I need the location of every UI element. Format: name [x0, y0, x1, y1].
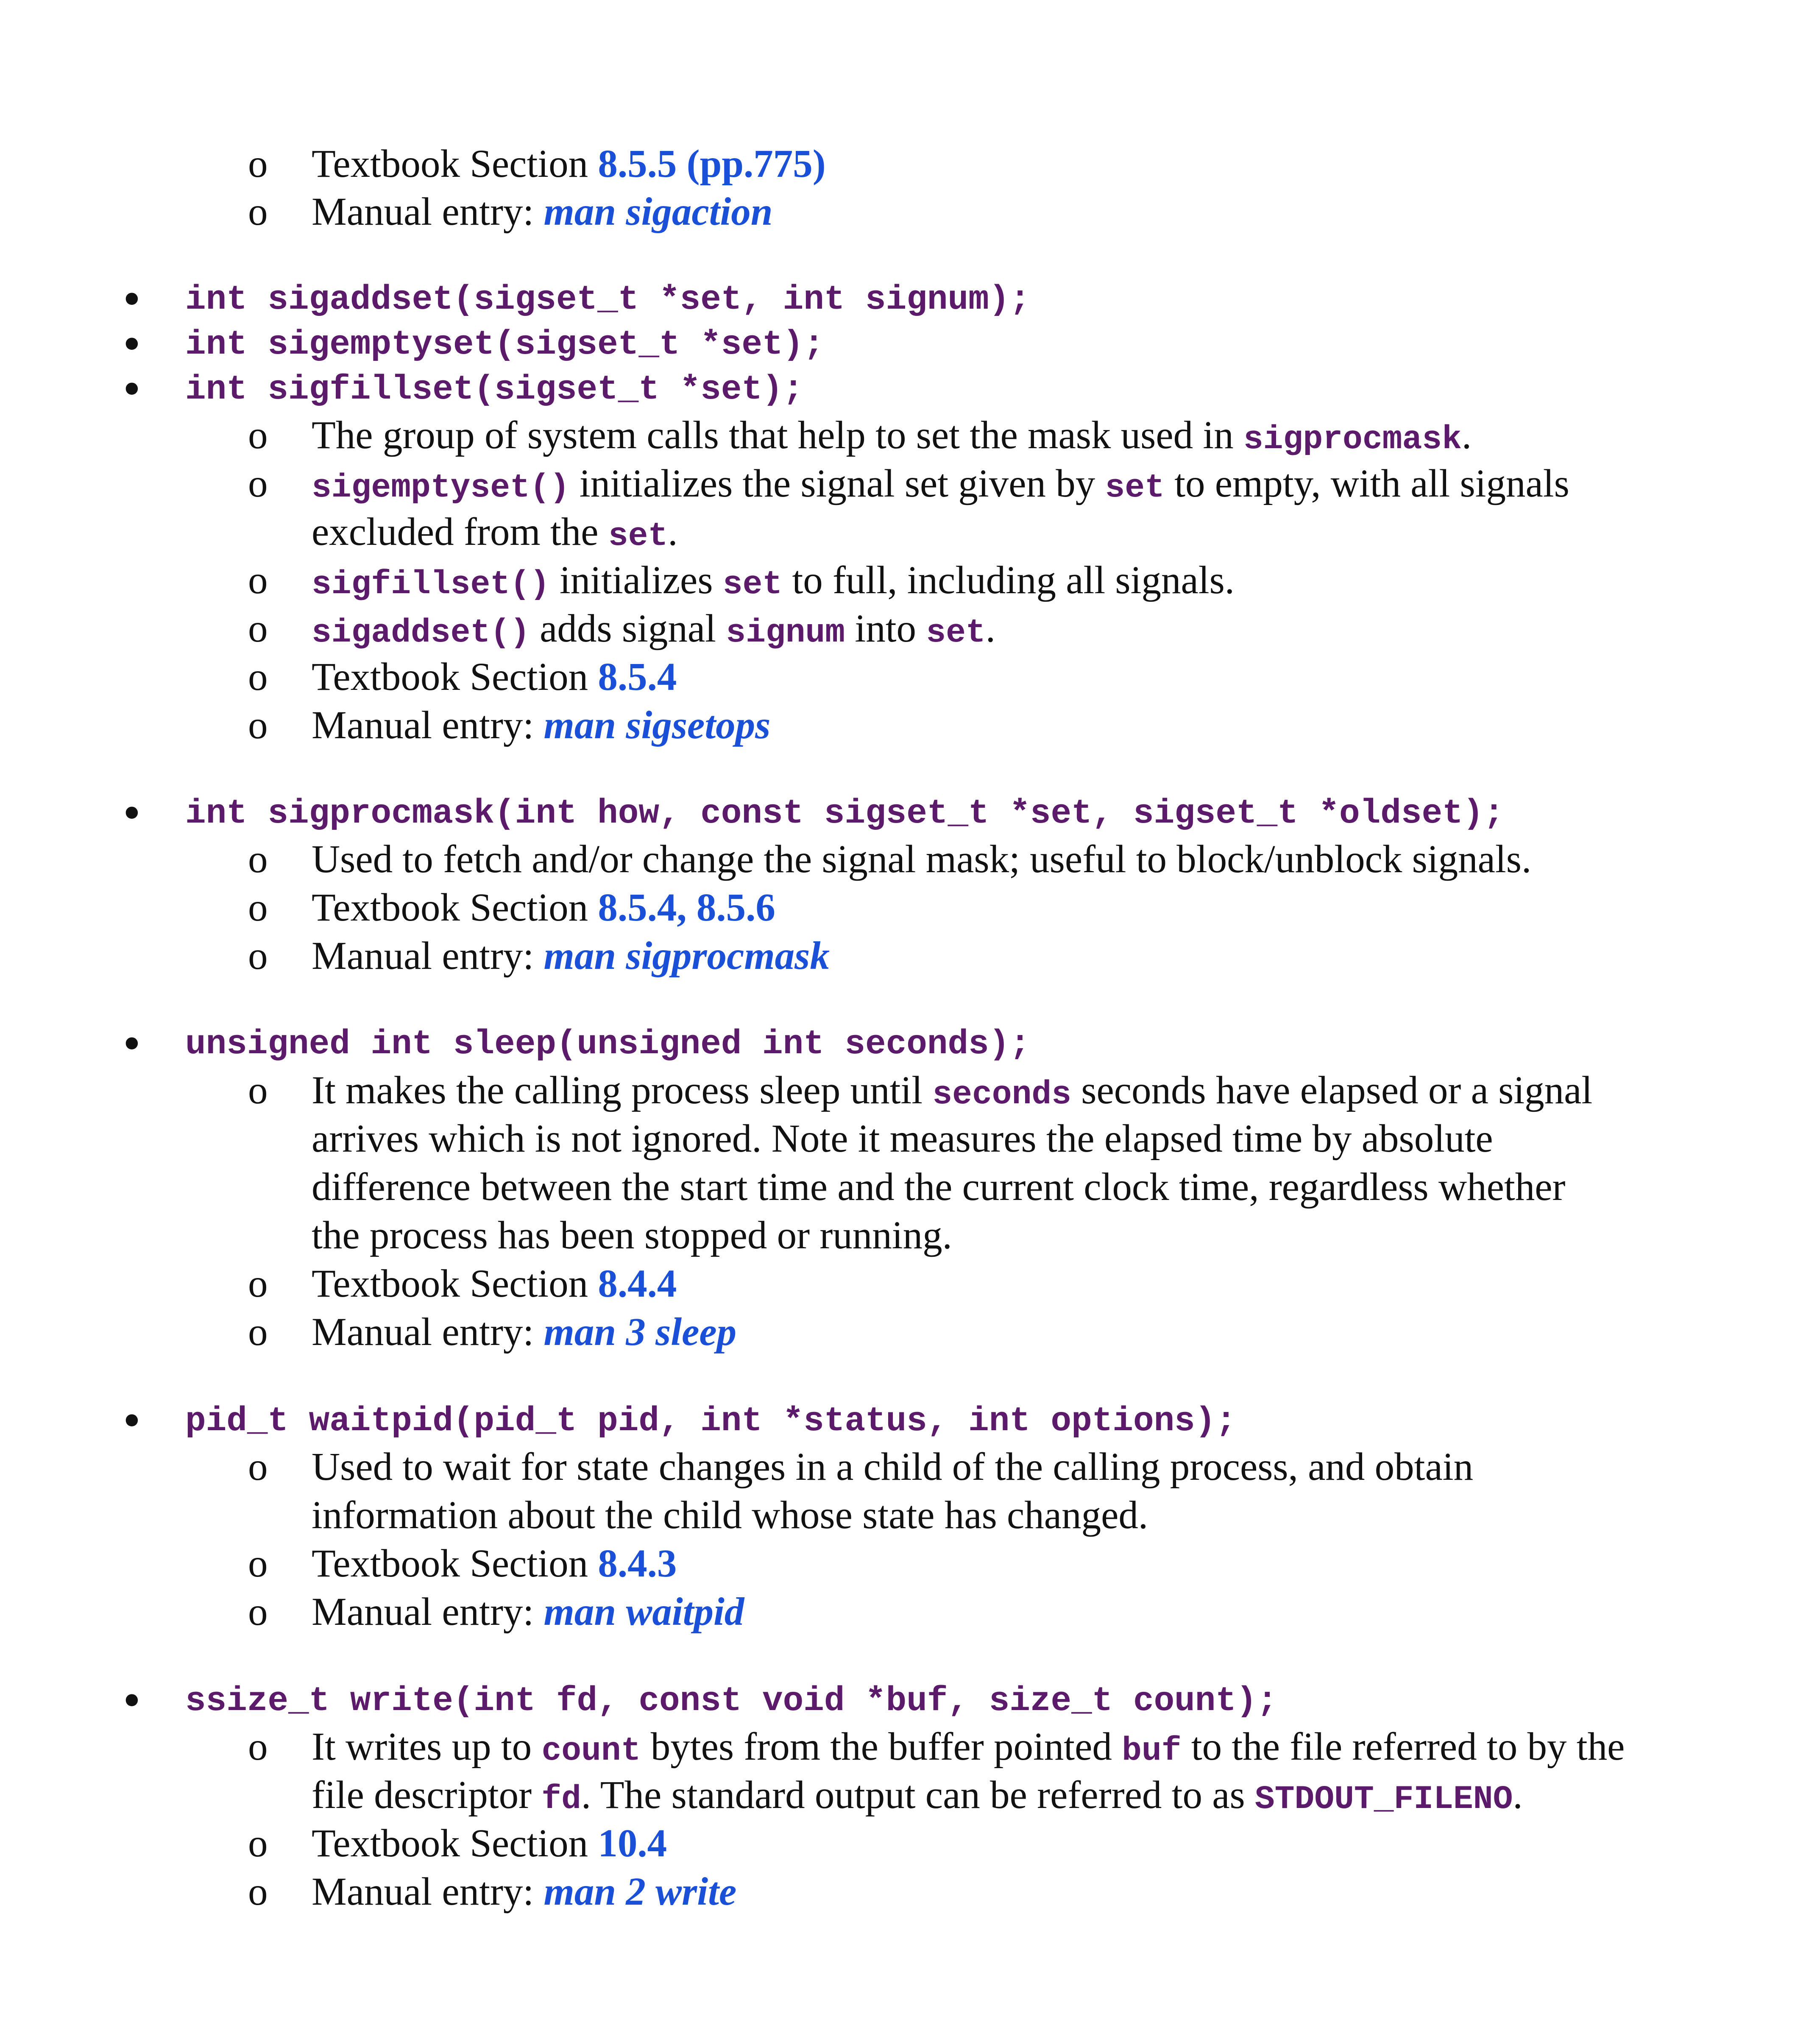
bullet: •: [121, 280, 143, 320]
manual-ref-link[interactable]: man waitpid: [543, 1590, 744, 1634]
manual-ref-link[interactable]: man sigaction: [543, 190, 773, 234]
textbook-ref-link[interactable]: 8.5.4: [598, 655, 677, 699]
list-marker-o: o: [248, 1870, 268, 1914]
manual-ref-link[interactable]: man sigsetops: [543, 703, 771, 747]
list-marker-o: o: [248, 934, 268, 978]
list-marker-o: o: [248, 703, 268, 747]
list-marker-o: o: [248, 1069, 268, 1112]
list-marker-o: o: [248, 607, 268, 650]
list-marker-o: o: [248, 1822, 268, 1865]
bullet: •: [121, 794, 143, 834]
list-marker-o: o: [248, 1262, 268, 1306]
bullet: •: [121, 370, 143, 410]
manual-ref-link[interactable]: man 3 sleep: [543, 1310, 737, 1354]
list-marker-o: o: [248, 190, 268, 234]
list-marker-o: o: [248, 558, 268, 602]
bullet: •: [121, 1402, 143, 1442]
textbook-label: Textbook Section: [312, 142, 598, 186]
document-page: o Textbook Section 8.5.5 (pp.775) o Manual entry: man sigaction • int sigaddset(sigset_t *set, int signum); • int sigemptyset(sigset_t *set); • int sigfillset(sigset_t *set); o The group of system calls that help to set the mask used in sigprocmask. o sigemptyset() initializes the signal set given by set to empty, with all signals excluded from the set. o sigfillset() initializes set to full, including all signals. o sigaddset() adds signal signum into set. o Textbook Section 8.5.4 o Manual entry: man sigsetops • int sigprocmask(int how, const sigset_t *set, sigset_t *oldset); o Used to fetch and/or change the signal mask; useful to block/unblock signals. o Textbook Section 8.5.4, 8.5.6 o Manual entry: man sigprocmask • unsigned int sleep(unsigned int seconds); o It makes the calling process sleep until seconds seconds have elapsed or a signal arrives which is not ignored. Note it measures the elapsed time by absolute difference between the start time and the current clock time, regardless whether the process has been stopped or running. o Textbook Section 8.4.4 o Manual entry: man 3 sleep • pid_t waitpid(pid_t pid, int *status, int options); o Used to wait for state changes in a child of the calling process, and obtain information about the child whose state has changed. o Textbook Section 8.4.3 o Manual entry: man waitpid • ssize_t write(int fd, const void *buf, size_t count); o It writes up to count bytes from the buffer pointed buf to the file referred to by the file descriptor fd. The standard output can be referred to as STDOUT_FILENO. o Textbook Section 10.4 o Manual entry: man 2 write: [0, 0, 1820, 2034]
list-marker-o: o: [248, 1310, 268, 1354]
textbook-ref-link[interactable]: 8.4.3: [598, 1542, 677, 1585]
list-marker-o: o: [248, 142, 268, 186]
manual-label: Manual entry:: [312, 190, 544, 234]
list-marker-o: o: [248, 462, 268, 505]
textbook-ref-link[interactable]: 8.4.4: [598, 1262, 677, 1306]
list-marker-o: o: [248, 1542, 268, 1585]
textbook-ref-link[interactable]: 8.5.4, 8.5.6: [598, 886, 775, 929]
list-marker-o: o: [248, 413, 268, 457]
list-marker-o: o: [248, 886, 268, 929]
manual-ref-link[interactable]: man 2 write: [543, 1870, 737, 1914]
list-marker-o: o: [248, 1445, 268, 1489]
textbook-ref-link[interactable]: 8.5.5 (pp.775): [598, 142, 826, 186]
textbook-ref-link[interactable]: 10.4: [598, 1822, 667, 1865]
list-marker-o: o: [248, 1725, 268, 1769]
bullet: •: [121, 325, 143, 365]
bullet: •: [121, 1025, 143, 1065]
list-marker-o: o: [248, 655, 268, 699]
list-marker-o: o: [248, 837, 268, 881]
bullet: •: [121, 1682, 143, 1722]
list-marker-o: o: [248, 1590, 268, 1634]
manual-ref-link[interactable]: man sigprocmask: [543, 934, 830, 978]
